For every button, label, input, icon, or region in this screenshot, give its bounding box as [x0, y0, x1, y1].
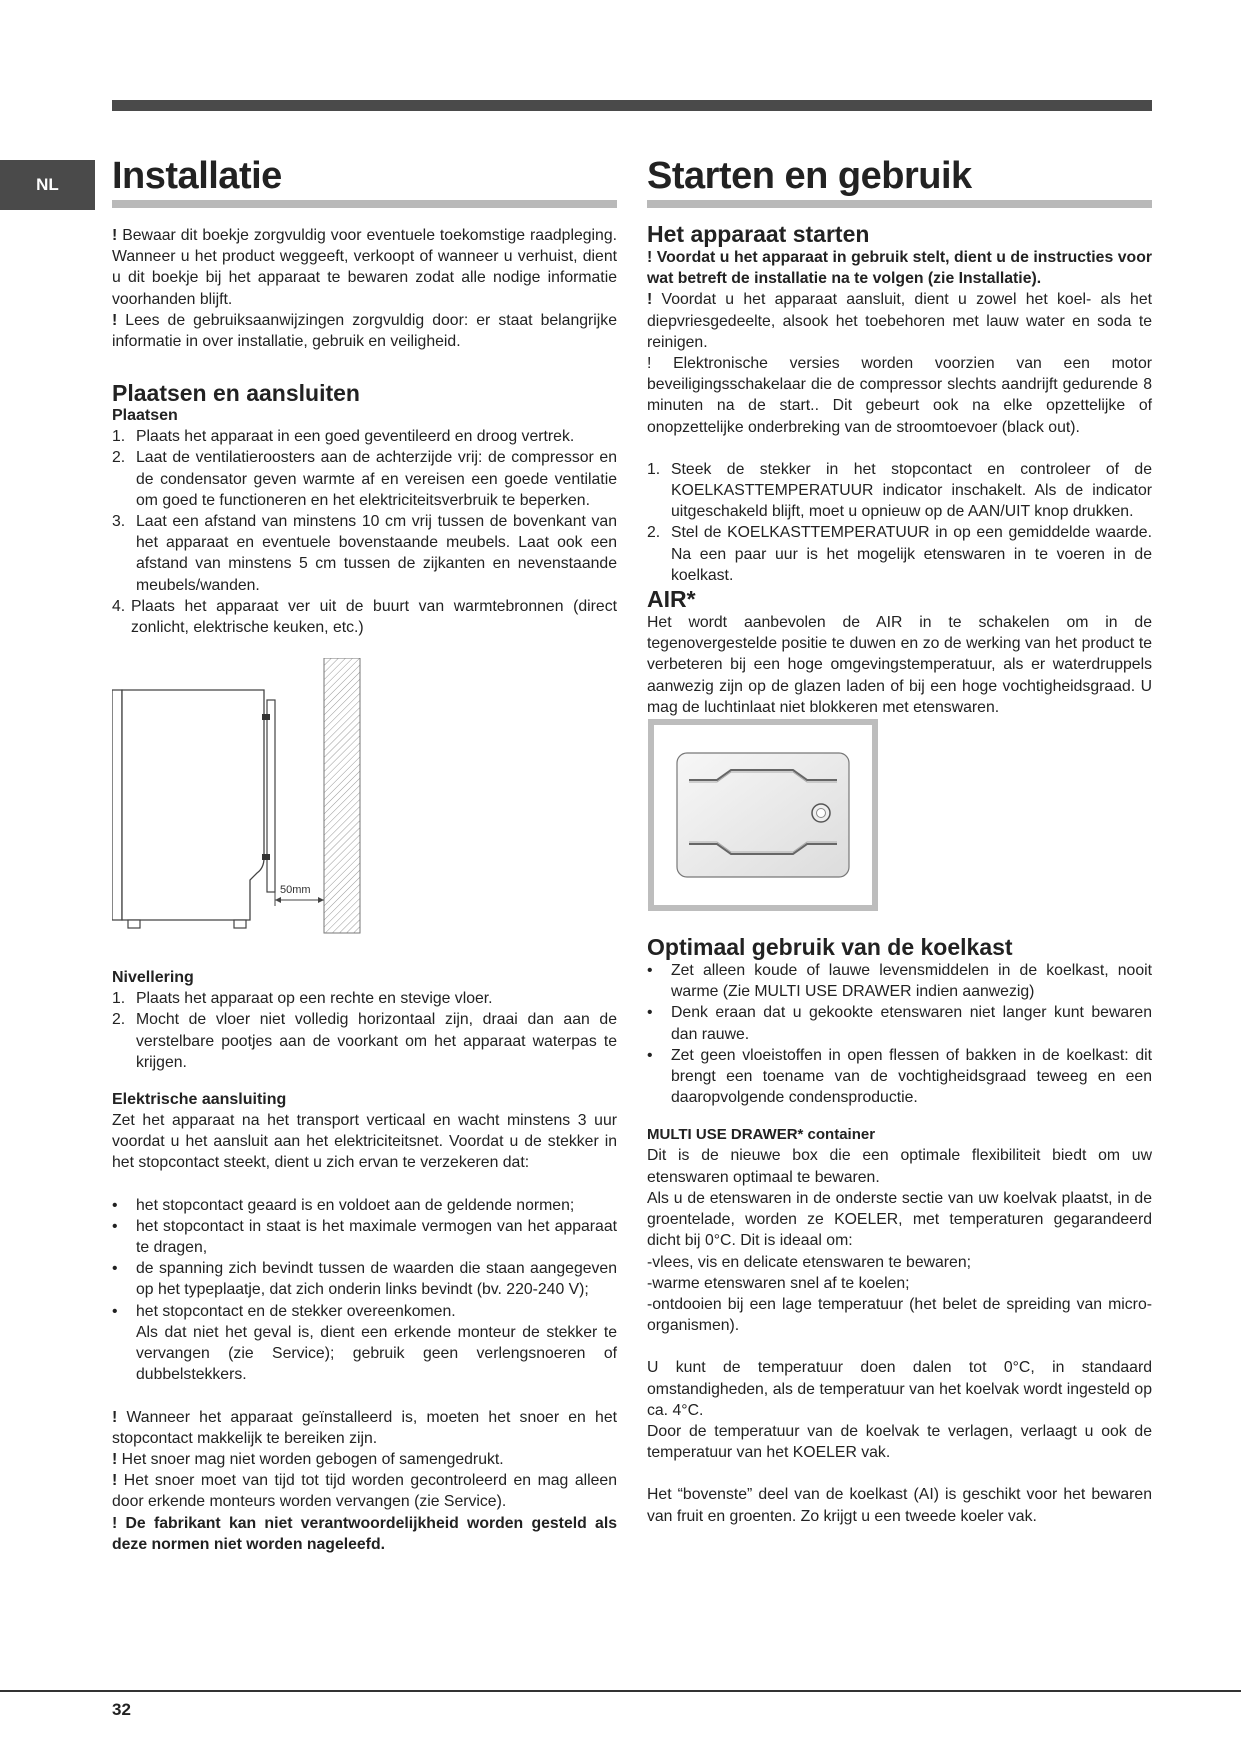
temperature-paragraph-2: Door de temperatuur van de koelvak te verlagen, verlaagt u ook de temperatuur van het KOELER vak. — [647, 1422, 1152, 1462]
clearance-label: 50mm — [280, 884, 311, 897]
elektrische-aansluiting-subheading: Elektrische aansluiting — [112, 1091, 287, 1109]
item-text: Plaats het apparaat in een goed geventileerd en droog vertrek. — [136, 428, 575, 446]
item-number: 1. — [112, 428, 126, 446]
left-column — [112, 156, 617, 1555]
starten-list — [647, 459, 1152, 586]
intro-paragraph-1 — [112, 225, 617, 310]
item-text: Denk eraan dat u gekookte etenswaren niet langer kunt bewaren dan rauwe. — [671, 1004, 1152, 1043]
exclamation-mark: ! — [112, 1450, 118, 1468]
item-number: 2. — [112, 449, 126, 467]
list-item — [112, 426, 617, 447]
warning-text: Wanneer het apparaat geïnstalleerd is, moeten het snoer en het stopcontact makkelijk te bereiken zijn. — [112, 1408, 617, 1447]
item-number: 2. — [112, 1011, 126, 1029]
warning-4: ! De fabrikant kan niet verantwoordelijkheid worden gesteld als deze normen niet worden nageleefd. — [112, 1514, 617, 1553]
optimaal-gebruik-heading: Optimaal gebruik van de koelkast — [647, 934, 1013, 961]
warning-text: Het snoer mag niet worden gebogen of samengedrukt. — [117, 1450, 504, 1468]
plaatsen-list — [112, 426, 617, 638]
list-item — [112, 511, 617, 596]
item-text: Laat een afstand van minstens 10 cm vrij tussen de bovenkant van het apparaat en eventuele bovenstaande meubels. Laat ook een afstand van minstens 5 cm tussen de zijkanten en nevenstaande meubels/wanden. — [136, 513, 617, 594]
item-number: 2. — [647, 524, 661, 542]
warning-text: Het snoer moet van tijd tot tijd worden gecontroleerd en mag alleen door erkende monteurs worden vervangen (zie Service). — [112, 1472, 617, 1511]
item-text: Laat de ventilatieroosters aan de achterzijde vrij: de compressor en de condensator geven warmte af en vereisen een goede ventilatie om goed te functioneren en het elektriciteitsverbruik te beperken. — [136, 449, 617, 509]
starten-paragraph-1 — [647, 289, 1152, 353]
elektrisch-paragraph: Zet het apparaat na het transport verticaal en wacht minstens 3 uur voordat u het aansluit aan het elektriciteitsnet. Voordat u de stekker in het stopcontact steekt, dient u zich ervan te verzekeren dat: — [112, 1112, 617, 1172]
intro-text-2: Lees de gebruiksaanwijzingen zorgvuldig door: er staat belangrijke informatie in over installatie, gebruik en veiligheid. — [112, 311, 617, 351]
optimaal-bullets — [647, 960, 1152, 1108]
multi-line-2: -warme etenswaren snel af te koelen; — [647, 1274, 910, 1292]
language-tab: NL — [0, 160, 95, 210]
item-number: 1. — [112, 990, 126, 1008]
list-item — [112, 1216, 617, 1258]
multi-use-drawer-subheading: MULTI USE DRAWER* container — [647, 1126, 876, 1144]
intro-paragraph-2 — [112, 310, 617, 352]
starten-paragraph-2: ! Elektronische versies worden voorzien van een motor beveiligingsschakelaar die de compressor slechts aandrijft gedurende 8 minuten na de start.. Dit gebeurt ook na elke opzettelijke of onopzettelijke onderbreking van de stroomtoevoer (black out). — [647, 355, 1152, 436]
footer-rule — [0, 1690, 1241, 1692]
item-text: Zet alleen koude of lauwe levensmiddelen in de koelkast, nooit warme (Zie MULTI USE DRAWER indien aanwezig) — [671, 962, 1152, 1001]
item-text: Zet geen vloeistoffen in open flessen of bakken in de koelkast: dit brengt een toename van de vochtigheidsgraad teweeg en een daaropvolgende condensproductie. — [671, 1046, 1152, 1107]
bullet: • — [647, 1046, 653, 1064]
bullet: • — [112, 1302, 118, 1320]
apparaat-starten-heading: Het apparaat starten — [647, 221, 870, 247]
bullet: • — [112, 1217, 118, 1235]
air-heading: AIR* — [647, 586, 696, 613]
intro-text-1: Bewaar dit boekje zorgvuldig voor eventuele toekomstige raadpleging. Wanneer u het product weggeeft, verkoopt of wanneer u verhuist, dient u dit boekje bij het apparaat te bewaren zodat alle nodige informatie voorhanden blijft. — [112, 227, 617, 308]
starten-gebruik-title: Starten en gebruik — [647, 156, 1152, 208]
page-number: 32 — [112, 1700, 131, 1719]
list-item — [647, 459, 1152, 523]
multi-paragraph-2: Als u de etenswaren in de onderste sectie van uw koelvak plaatst, in de groentelade, worden ze KOELER, met temperaturen gegarandeerd dicht bij 0°C. Dit is ideaal om: — [647, 1189, 1152, 1250]
paragraph-text: Voordat u het apparaat aansluit, dient u zowel het koel- als het diepvriesgedeelte, alsook het toebehoren met lauw water en soda te reinigen. — [647, 291, 1152, 351]
installatie-title: Installatie — [112, 156, 617, 208]
multi-paragraph-1: Dit is de nieuwe box die een optimale flexibiliteit biedt om uw etenswaren optimaal te bewaren. — [647, 1147, 1152, 1186]
exclamation-mark: ! — [112, 1472, 118, 1490]
multi-line-3: -ontdooien bij een lage temperatuur (het belet de spreiding van micro-organismen). — [647, 1295, 1152, 1335]
item-text: de spanning zich bevindt tussen de waarden die staan aangegeven op het typeplaatje, dat zich onderin links bevindt (bv. 220-240 V); — [136, 1260, 617, 1299]
list-item — [112, 447, 617, 511]
warning-3 — [112, 1470, 617, 1512]
bullet: • — [647, 1004, 653, 1022]
bullet: • — [647, 962, 653, 980]
list-item — [647, 522, 1152, 586]
elektrisch-after-text: Als dat niet het geval is, dient een erkende monteur de stekker te vervangen (zie Service); gebruik geen verlengsnoeren of dubbelstekkers. — [136, 1323, 617, 1384]
top-rule — [112, 100, 1152, 111]
installation-clearance-diagram — [112, 658, 372, 948]
list-item — [647, 1002, 1152, 1044]
item-text: Steek de stekker in het stopcontact en controleer of de KOELKASTTEMPERATUUR indicator inschakelt. Als de indicator uitgeschakeld blijft, moet u opnieuw op de AAN/UIT knop drukken. — [671, 460, 1152, 521]
final-paragraph: Het “bovenste” deel van de koelkast (AI) is geschikt voor het bewaren van fruit en groenten. Zo krijgt u een tweede koeler vak. — [647, 1486, 1152, 1525]
list-item — [647, 960, 1152, 1002]
nivellering-subheading: Nivellering — [112, 969, 194, 987]
exclamation-mark: ! — [112, 311, 118, 329]
item-text: het stopcontact in staat is het maximale vermogen van het apparaat te dragen, — [136, 1217, 617, 1257]
bullet: • — [112, 1196, 118, 1214]
plaatsen-aansluiten-heading: Plaatsen en aansluiten — [112, 380, 360, 407]
list-item — [112, 596, 617, 638]
elektrisch-bullets — [112, 1195, 617, 1322]
list-item — [112, 1258, 617, 1300]
warning-2 — [112, 1449, 617, 1470]
item-text: Mocht de vloer niet volledig horizontaal zijn, draai dan aan de verstelbare pootjes aan de voorkant om het apparaat waterpas te krijgen. — [136, 1011, 617, 1071]
warning-1 — [112, 1407, 617, 1449]
nivellering-list — [112, 988, 617, 1073]
exclamation-mark: ! — [647, 291, 653, 309]
starten-bold-warning: ! Voordat u het apparaat in gebruik stelt, dient u de instructies voor wat betreft de installatie na te volgen (zie Installatie). — [647, 249, 1152, 288]
exclamation-mark: ! — [112, 227, 118, 244]
right-column — [647, 156, 1152, 1527]
item-text: het stopcontact en de stekker overeenkomen. — [136, 1302, 456, 1320]
temperature-paragraph-1: U kunt de temperatuur doen dalen tot 0°C, in standaard omstandigheden, als de temperatuur van het koelvak wordt ingesteld op ca. 4°C. — [647, 1359, 1152, 1419]
list-item — [112, 1301, 617, 1322]
item-number: 1. — [647, 460, 661, 478]
multi-line-1: -vlees, vis en delicate etenswaren te bewaren; — [647, 1253, 972, 1271]
item-text: Plaats het apparaat ver uit de buurt van warmtebronnen (direct zonlicht, elektrische keuken, etc.) — [131, 597, 617, 637]
air-paragraph: Het wordt aanbevolen de AIR in te schakelen om in de tegenovergestelde positie te duwen en zo de werking van het product te verbeteren bij een hoge omgevingstemperatuur, als er waterdruppels aanwezig zijn op de glazen laden of bij een hoge vochtigheidsgraad. U mag de luchtinlaat niet blokkeren met etenswaren. — [647, 614, 1152, 716]
item-text: Stel de KOELKASTTEMPERATUUR in op een gemiddelde waarde. Na een paar uur is het mogelijk etenswaren in te voeren in de koelkast. — [671, 524, 1152, 584]
item-text: het stopcontact geaard is en voldoet aan de geldende normen; — [136, 1196, 575, 1214]
item-text: Plaats het apparaat op een rechte en stevige vloer. — [136, 990, 493, 1008]
list-item — [112, 1009, 617, 1073]
list-item — [647, 1045, 1152, 1109]
list-item — [112, 988, 617, 1009]
item-number: 4. — [112, 597, 126, 615]
list-item — [112, 1195, 617, 1216]
item-number: 3. — [112, 513, 126, 531]
exclamation-mark: ! — [112, 1408, 118, 1426]
bullet: • — [112, 1260, 118, 1278]
air-control-illustration — [647, 718, 879, 912]
plaatsen-subheading: Plaatsen — [112, 407, 178, 425]
